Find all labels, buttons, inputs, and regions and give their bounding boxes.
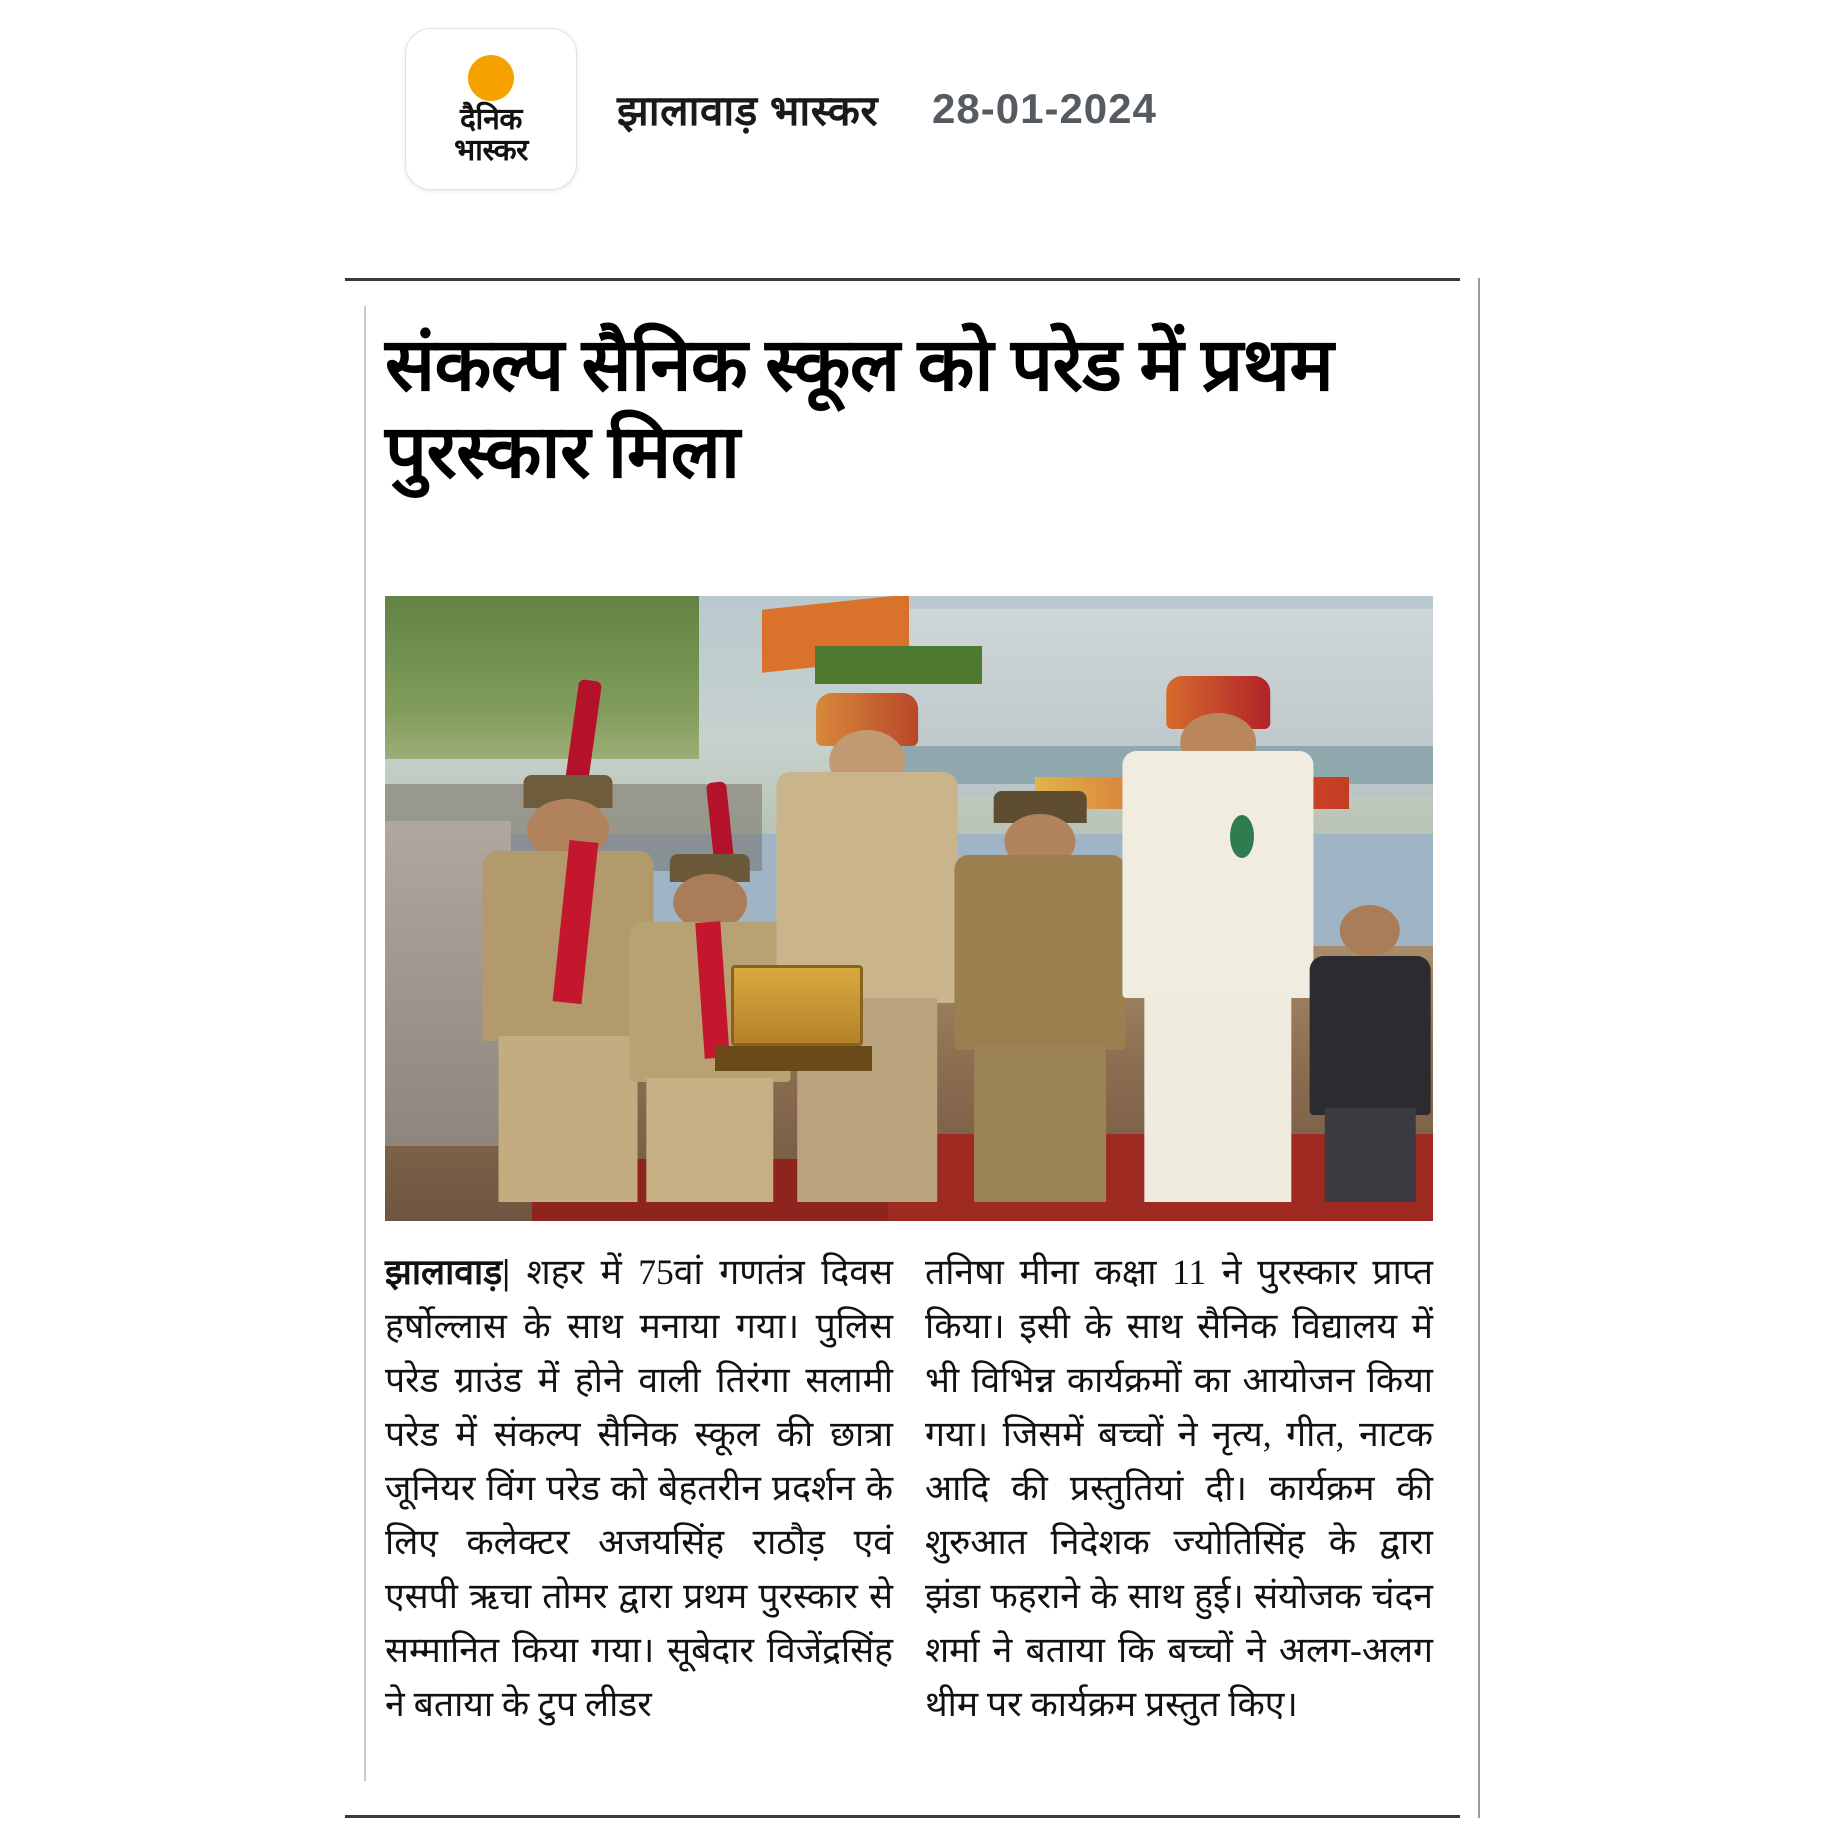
photo-guest-white-kurta xyxy=(1119,665,1318,1203)
photo-official-collector xyxy=(773,677,962,1202)
article-column-2: तनिषा मीना कक्षा 11 ने पुरस्कार प्राप्त किया। इसी के साथ सैनिक विद्यालय में भी विभिन्न कार्यक्रमों का आयोजन किया गया। जिसमें बच्चों ने नृत्य, गीत, नाटक आदि की प्रस्तुतियां दी। कार्यक्रम की शुरुआत निदेशक ज्योतिसिंह के द्वारा झंडा फहराने के साथ हुई। संयोजक चंदन शर्मा ने बताया कि बच्चों ने अलग-अलग थीम पर कार्यक्रम प्रस्तुत किए। xyxy=(925,1252,1433,1724)
edition-name: झालावाड़ भास्कर xyxy=(617,86,879,134)
photo-legs-2 xyxy=(646,1078,773,1202)
photo-award-trophy xyxy=(731,965,863,1046)
left-rule xyxy=(364,306,366,1781)
photo-body-5 xyxy=(1123,751,1314,998)
masthead xyxy=(405,28,1157,190)
photo-body-6 xyxy=(1310,956,1431,1116)
article-column-1-text: शहर में 75वां गणतंत्र दिवस हर्षोल्लास के साथ मनाया गया। पुलिस परेड ग्राउंड में होने वाली तिरंगा सलामी परेड में संकल्प सैनिक स्कूल की छात्रा जूनियर विंग परेड को बेहतरीन प्रदर्शन के लिए कलेक्टर अजयसिंह राठौड़ एवं एसपी ऋचा तोमर द्वारा प्रथम पुरस्कार से सम्मानित किया गया। सूबेदार विजेंद्रसिंह ने बताया के टुप लीडर xyxy=(385,1252,893,1724)
logo-line-1: दैनिक xyxy=(460,103,522,137)
photo-police-officer xyxy=(951,740,1129,1203)
article-photo xyxy=(385,596,1433,1221)
right-rule xyxy=(1478,278,1480,1818)
dainik-bhaskar-logo xyxy=(405,28,577,190)
article-headline: संकल्प सैनिक स्कूल को परेड में प्रथम पुरस्कार मिला xyxy=(385,325,1334,495)
photo-legs-4 xyxy=(974,1045,1106,1202)
bottom-rule xyxy=(345,1815,1460,1818)
photo-legs-1 xyxy=(499,1036,638,1202)
article-clipping xyxy=(345,278,1480,1818)
photo-award-trophy-base xyxy=(715,1046,872,1071)
publication-date: 28-01-2024 xyxy=(932,85,1157,132)
logo-line-2: भास्कर xyxy=(454,134,528,168)
article-dateline: झालावाड़| xyxy=(385,1252,511,1292)
photo-head-6 xyxy=(1340,905,1400,956)
photo-legs-6 xyxy=(1325,1108,1416,1202)
photo-badge-icon xyxy=(1230,815,1254,858)
top-rule xyxy=(345,278,1460,281)
photo-person-background xyxy=(1307,840,1433,1203)
article-body xyxy=(385,1246,1433,1732)
photo-body-4 xyxy=(954,855,1125,1049)
orange-circle-logo-icon xyxy=(468,55,514,101)
photo-legs-5 xyxy=(1144,993,1291,1203)
article-column-1 xyxy=(385,1246,893,1732)
